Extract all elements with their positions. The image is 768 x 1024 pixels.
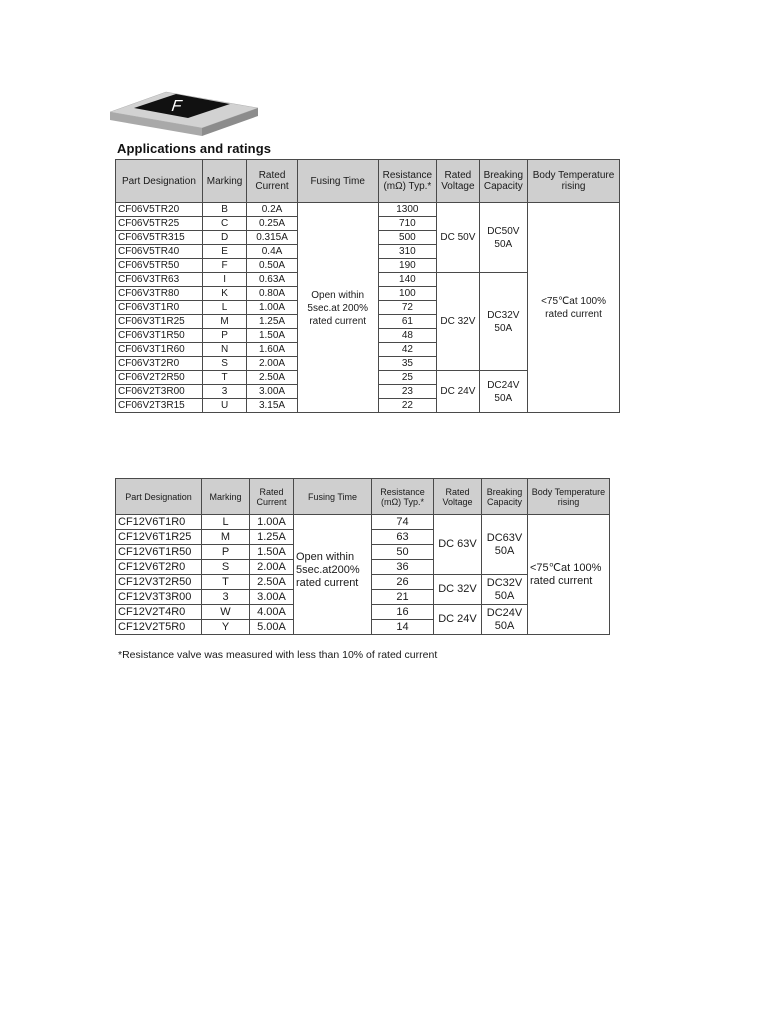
resistance-cell: 61 [378, 315, 437, 329]
header-body-temperature: Body Temperature rising [528, 479, 610, 515]
header-breaking-capacity: Breaking Capacity [479, 160, 527, 203]
rated-current-cell: 2.50A [247, 371, 298, 385]
header-marking: Marking [202, 160, 246, 203]
breaking-capacity-cell: DC63V 50A [482, 515, 528, 575]
marking-cell: N [202, 343, 246, 357]
rated-current-cell: 1.25A [247, 315, 298, 329]
resistance-cell: 36 [372, 560, 434, 575]
rated-voltage-cell: DC 32V [437, 273, 479, 371]
resistance-cell: 1300 [378, 203, 437, 217]
rated-current-cell: 1.00A [250, 515, 294, 530]
part-designation-cell: CF06V3T2R0 [116, 357, 203, 371]
rated-current-cell: 0.4A [247, 245, 298, 259]
table-header-row [116, 160, 620, 203]
header-body-temperature: Body Temperature rising [528, 160, 620, 203]
resistance-cell: 23 [378, 385, 437, 399]
rated-current-cell: 1.25A [250, 530, 294, 545]
marking-cell: M [202, 315, 246, 329]
marking-cell: L [202, 301, 246, 315]
breaking-capacity-cell: DC24V 50A [482, 605, 528, 635]
fusing-time-cell: Open within 5sec.at 200% rated current [297, 203, 378, 413]
part-designation-cell: CF06V3T1R60 [116, 343, 203, 357]
table-header-row [116, 479, 610, 515]
fusing-time-cell: Open within 5sec.at200% rated current [294, 515, 372, 635]
part-designation-cell: CF12V3T3R00 [116, 590, 202, 605]
part-designation-cell: CF06V5TR20 [116, 203, 203, 217]
marking-cell: D [202, 231, 246, 245]
header-fusing-time: Fusing Time [297, 160, 378, 203]
rated-voltage-cell: DC 24V [434, 605, 482, 635]
rated-current-cell: 2.50A [250, 575, 294, 590]
rated-current-cell: 3.15A [247, 399, 298, 413]
part-designation-cell: CF06V2T2R50 [116, 371, 203, 385]
resistance-cell: 500 [378, 231, 437, 245]
part-designation-cell: CF06V2T3R15 [116, 399, 203, 413]
marking-cell: E [202, 245, 246, 259]
section-title: Applications and ratings [117, 141, 272, 156]
breaking-capacity-cell: DC32V 50A [482, 575, 528, 605]
body-temperature-cell: <75℃at 100% rated current [528, 203, 620, 413]
rated-voltage-cell: DC 24V [437, 371, 479, 413]
marking-cell: T [202, 371, 246, 385]
part-designation-cell: CF06V3TR63 [116, 273, 203, 287]
marking-cell: P [202, 545, 250, 560]
part-designation-cell: CF12V2T5R0 [116, 620, 202, 635]
marking-cell: F [202, 259, 246, 273]
ratings-table-cf12 [115, 478, 610, 635]
rated-current-cell: 0.25A [247, 217, 298, 231]
part-designation-cell: CF12V6T2R0 [116, 560, 202, 575]
resistance-cell: 14 [372, 620, 434, 635]
fuse-chip-illustration [108, 90, 260, 136]
resistance-cell: 35 [378, 357, 437, 371]
breaking-capacity-cell: DC32V 50A [479, 273, 527, 371]
resistance-cell: 310 [378, 245, 437, 259]
marking-cell: C [202, 217, 246, 231]
rated-current-cell: 4.00A [250, 605, 294, 620]
marking-cell: I [202, 273, 246, 287]
marking-cell: T [202, 575, 250, 590]
resistance-cell: 48 [378, 329, 437, 343]
marking-cell: S [202, 560, 250, 575]
resistance-cell: 140 [378, 273, 437, 287]
marking-cell: S [202, 357, 246, 371]
marking-cell: B [202, 203, 246, 217]
header-marking: Marking [202, 479, 250, 515]
rated-current-cell: 0.50A [247, 259, 298, 273]
resistance-cell: 26 [372, 575, 434, 590]
resistance-cell: 42 [378, 343, 437, 357]
header-rated-current: Rated Current [250, 479, 294, 515]
marking-cell: M [202, 530, 250, 545]
resistance-footnote: *Resistance valve was measured with less than 10% of rated current [118, 649, 438, 661]
part-designation-cell: CF06V5TR25 [116, 217, 203, 231]
header-part-designation: Part Designation [116, 160, 203, 203]
header-rated-voltage: Rated Voltage [434, 479, 482, 515]
chip-marking: F [169, 97, 185, 115]
rated-current-cell: 0.63A [247, 273, 298, 287]
part-designation-cell: CF06V3TR80 [116, 287, 203, 301]
resistance-cell: 63 [372, 530, 434, 545]
rated-voltage-cell: DC 63V [434, 515, 482, 575]
part-designation-cell: CF06V5TR315 [116, 231, 203, 245]
header-part-designation: Part Designation [116, 479, 202, 515]
part-designation-cell: CF06V5TR50 [116, 259, 203, 273]
table-row [116, 515, 610, 530]
rated-current-cell: 0.80A [247, 287, 298, 301]
resistance-cell: 21 [372, 590, 434, 605]
rated-current-cell: 2.00A [250, 560, 294, 575]
rated-current-cell: 1.60A [247, 343, 298, 357]
rated-current-cell: 0.315A [247, 231, 298, 245]
resistance-cell: 72 [378, 301, 437, 315]
rated-current-cell: 3.00A [250, 590, 294, 605]
part-designation-cell: CF06V3T1R25 [116, 315, 203, 329]
part-designation-cell: CF12V2T4R0 [116, 605, 202, 620]
breaking-capacity-cell: DC24V 50A [479, 371, 527, 413]
rated-current-cell: 1.00A [247, 301, 298, 315]
rated-current-cell: 5.00A [250, 620, 294, 635]
rated-voltage-cell: DC 32V [434, 575, 482, 605]
rated-current-cell: 3.00A [247, 385, 298, 399]
header-fusing-time: Fusing Time [294, 479, 372, 515]
marking-cell: W [202, 605, 250, 620]
marking-cell: P [202, 329, 246, 343]
header-rated-voltage: Rated Voltage [437, 160, 479, 203]
header-breaking-capacity: Breaking Capacity [482, 479, 528, 515]
resistance-cell: 74 [372, 515, 434, 530]
rated-voltage-cell: DC 50V [437, 203, 479, 273]
marking-cell: L [202, 515, 250, 530]
marking-cell: Y [202, 620, 250, 635]
part-designation-cell: CF06V2T3R00 [116, 385, 203, 399]
breaking-capacity-cell: DC50V 50A [479, 203, 527, 273]
part-designation-cell: CF06V3T1R0 [116, 301, 203, 315]
resistance-cell: 710 [378, 217, 437, 231]
header-resistance: Resistance (mΩ) Typ.* [378, 160, 437, 203]
ratings-table-cf06 [115, 159, 620, 413]
part-designation-cell: CF12V6T1R50 [116, 545, 202, 560]
resistance-cell: 50 [372, 545, 434, 560]
resistance-cell: 16 [372, 605, 434, 620]
rated-current-cell: 0.2A [247, 203, 298, 217]
part-designation-cell: CF12V6T1R25 [116, 530, 202, 545]
part-designation-cell: CF06V5TR40 [116, 245, 203, 259]
rated-current-cell: 1.50A [247, 329, 298, 343]
table-row [116, 203, 620, 217]
part-designation-cell: CF06V3T1R50 [116, 329, 203, 343]
header-resistance: Resistance (mΩ) Typ.* [372, 479, 434, 515]
resistance-cell: 25 [378, 371, 437, 385]
resistance-cell: 22 [378, 399, 437, 413]
header-rated-current: Rated Current [247, 160, 298, 203]
rated-current-cell: 1.50A [250, 545, 294, 560]
resistance-cell: 190 [378, 259, 437, 273]
marking-cell: U [202, 399, 246, 413]
rated-current-cell: 2.00A [247, 357, 298, 371]
marking-cell: 3 [202, 590, 250, 605]
part-designation-cell: CF12V6T1R0 [116, 515, 202, 530]
marking-cell: K [202, 287, 246, 301]
marking-cell: 3 [202, 385, 246, 399]
body-temperature-cell: <75℃at 100% rated current [528, 515, 610, 635]
resistance-cell: 100 [378, 287, 437, 301]
part-designation-cell: CF12V3T2R50 [116, 575, 202, 590]
